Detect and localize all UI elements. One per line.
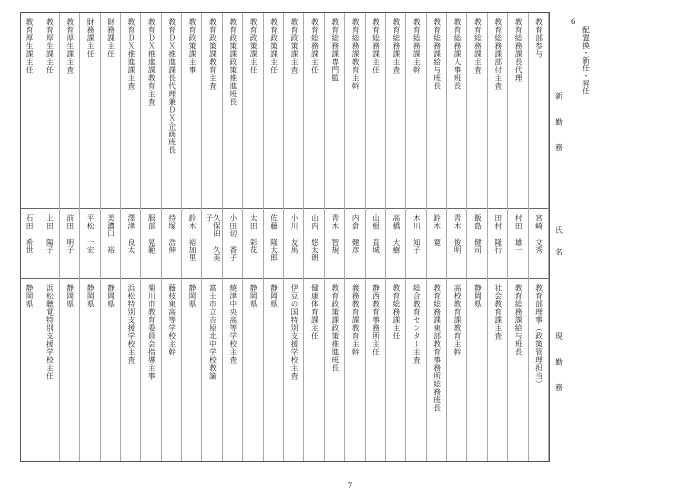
person-name-cell: [406, 214, 426, 264]
table-column: [101, 13, 121, 461]
table-column: [182, 13, 202, 461]
table-header: [550, 12, 600, 462]
new-post: 教育政策課教育主査: [208, 18, 218, 90]
table-column: [80, 13, 100, 461]
person-name-cell: [325, 214, 345, 264]
person-name: 内倉 健彦: [351, 214, 361, 254]
table-column: [447, 13, 467, 461]
person-name-cell: [488, 214, 508, 264]
new-post-cell: [182, 18, 202, 206]
table-column: [406, 13, 426, 461]
person-name-cell: [223, 214, 243, 264]
new-post: 教育総務課人事班長: [453, 18, 463, 90]
new-post-cell: [427, 18, 447, 206]
person-name: 宮崎 文秀: [534, 214, 544, 254]
new-post-cell: [121, 18, 141, 206]
new-post: 教育総務課部付主査: [493, 18, 503, 90]
new-post-cell: [19, 18, 39, 206]
current-post-cell: [488, 284, 508, 458]
new-post: 教育ＤＸ推進課教育主査: [147, 18, 157, 106]
current-post: 健康体育課主任: [310, 284, 320, 340]
table-column: [386, 13, 406, 461]
table-column: [325, 13, 345, 461]
current-post: 静岡県: [188, 284, 198, 308]
table-column: [141, 13, 161, 461]
person-name-cell: [447, 214, 467, 264]
new-post-cell: [60, 18, 80, 206]
person-name: 平松 一宏: [86, 214, 96, 254]
table-column: [19, 13, 39, 461]
person-name: 澤津 良太: [126, 214, 136, 254]
person-name-cell: [162, 214, 182, 264]
current-post-cell: [325, 284, 345, 458]
current-post: 焼津中央高等学校主査: [228, 284, 238, 364]
person-name: 山根 直城: [371, 214, 381, 254]
person-name-cell: [508, 214, 528, 264]
person-name-cell: [366, 214, 386, 264]
current-post: 静岡県: [65, 284, 75, 308]
current-post: 静岡県: [106, 284, 116, 308]
new-post: 教育総務課主幹: [412, 18, 422, 74]
person-name: 青木 智規: [330, 214, 340, 254]
table-column: [60, 13, 80, 461]
current-post: 静岡県: [86, 284, 96, 308]
person-name: 小川 友馬: [290, 214, 299, 254]
person-name-cell: [467, 214, 487, 264]
current-post-cell: [529, 284, 549, 458]
person-name-cell: [121, 214, 141, 264]
current-post-cell: [60, 284, 80, 458]
current-post: 義務教育課教育主幹: [351, 284, 361, 356]
table-column: [162, 13, 182, 461]
current-post-cell: [264, 284, 284, 458]
new-post: 教育部参与: [534, 18, 544, 58]
new-post-cell: [529, 18, 549, 206]
current-post-cell: [243, 284, 263, 458]
current-post: 浜松聴覚特別支援学校主任: [45, 284, 55, 380]
person-name-cell: [304, 214, 324, 264]
current-post: 社会教育課主査: [493, 284, 503, 340]
current-post-cell: [223, 284, 243, 458]
person-name: 上田 陽子: [45, 214, 55, 254]
table-column: [508, 13, 528, 461]
new-post-cell: [39, 18, 59, 206]
person-name-cell: [427, 214, 447, 264]
person-name: 前田 明子: [65, 214, 75, 254]
header-new-post: 新勤務: [554, 92, 564, 169]
person-name-cell: [182, 214, 202, 264]
current-post-cell: [345, 284, 365, 458]
current-post-cell: [182, 284, 202, 458]
new-post: 教育総務課教育主幹: [351, 18, 361, 90]
new-post: 財務課主任: [106, 18, 116, 58]
current-post-cell: [467, 284, 487, 458]
new-post: 教育政策課政策推進班長: [228, 18, 238, 106]
current-post: 高校教育課教育主幹: [453, 284, 463, 356]
table-column: [243, 13, 263, 461]
new-post-cell: [488, 18, 508, 206]
current-post-cell: [427, 284, 447, 458]
current-post: 藤枝東高等学校主幹: [167, 284, 177, 356]
table-column: [39, 13, 59, 461]
new-post-cell: [243, 18, 263, 206]
new-post-cell: [508, 18, 528, 206]
person-name: 石田 希世: [25, 214, 34, 254]
new-post: 教育政策課主査: [290, 18, 299, 74]
person-name: 服部 晃範: [147, 214, 157, 254]
person-name: 山内 悠太朗: [310, 214, 320, 261]
new-post: 教育ＤＸ推進課長代理兼ＤＸ企画班長: [167, 18, 177, 154]
table-column: [264, 13, 284, 461]
personnel-table: [20, 12, 550, 462]
person-name: 太田 彩花: [249, 214, 259, 254]
current-post: 教育総務課主任: [391, 284, 401, 340]
new-post: 教育総務課長代理: [514, 18, 524, 82]
current-post: 浜松特別支援学校主査: [126, 284, 136, 364]
table-column: [202, 13, 222, 461]
page-number: 7: [347, 482, 353, 490]
current-post-cell: [121, 284, 141, 458]
current-post: 静西教育事務所主任: [371, 284, 381, 356]
new-post-cell: [162, 18, 182, 206]
person-name-cell: [243, 214, 263, 264]
person-name-cell: [284, 214, 304, 264]
new-post: 教育政策課主事: [188, 18, 198, 74]
person-name: 久保田 久美子: [204, 214, 222, 261]
new-post-cell: [447, 18, 467, 206]
person-name-cell: [19, 214, 39, 264]
table-column: [345, 13, 365, 461]
current-post: 教育政策課政策推進班長: [330, 284, 340, 372]
table-column: [223, 13, 243, 461]
current-post: 教育総務課東部教育事務所総務班長: [432, 284, 442, 412]
new-post-cell: [223, 18, 243, 206]
person-name: 村田 雄一: [514, 214, 524, 254]
person-name-cell: [141, 214, 161, 264]
new-post-cell: [325, 18, 345, 206]
new-post: 教育ＤＸ推進課主査: [126, 18, 136, 90]
current-post-cell: [284, 284, 304, 458]
new-post-cell: [101, 18, 121, 206]
current-post-cell: [366, 284, 386, 458]
current-post-cell: [141, 284, 161, 458]
person-name: 小田切 香子: [228, 214, 238, 261]
new-post-cell: [406, 18, 426, 206]
person-name: 田村 隆行: [493, 214, 503, 254]
current-post-cell: [508, 284, 528, 458]
current-post: 静岡県: [25, 284, 34, 308]
new-post-cell: [467, 18, 487, 206]
section-number: 6: [571, 18, 576, 26]
person-name: 持塚 浩伸: [167, 214, 177, 254]
new-post: 教育厚生課主任: [45, 18, 55, 74]
current-post: 静岡県: [269, 284, 279, 308]
person-name-cell: [101, 214, 121, 264]
current-post-cell: [406, 284, 426, 458]
person-name-cell: [80, 214, 100, 264]
section-title: 配置換・新任・昇任: [581, 26, 591, 95]
person-name: 木川 知子: [412, 214, 422, 254]
header-name: 氏名: [554, 226, 564, 270]
current-post: 教育部理事（政策管理担当）: [534, 284, 544, 388]
table-column: [488, 13, 508, 461]
new-post: 教育総務課給与班長: [432, 18, 442, 90]
new-post: 教育政策課主任: [249, 18, 259, 74]
new-post-cell: [284, 18, 304, 206]
current-post-cell: [202, 284, 222, 458]
person-name-cell: [386, 214, 406, 264]
new-post-cell: [141, 18, 161, 206]
current-post: 富士市立吉原北中学校教諭: [208, 284, 218, 380]
person-name-cell: [529, 214, 549, 264]
new-post-cell: [366, 18, 386, 206]
new-post: 教育総務課専門監: [330, 18, 340, 82]
current-post: 伊豆の国特別支援学校主査: [290, 284, 299, 380]
current-post: 菊川市教育委員会指導主事: [147, 284, 157, 380]
table-column: [304, 13, 324, 461]
person-name-cell: [345, 214, 365, 264]
current-post-cell: [39, 284, 59, 458]
person-name: 佐藤 隆太郎: [269, 214, 279, 261]
table-column: [121, 13, 141, 461]
new-post-cell: [304, 18, 324, 206]
new-post-cell: [345, 18, 365, 206]
person-name-cell: [264, 214, 284, 264]
current-post-cell: [386, 284, 406, 458]
current-post: 教育総務課給与班長: [514, 284, 524, 356]
table-column: [529, 13, 549, 461]
current-post-cell: [80, 284, 100, 458]
new-post-cell: [386, 18, 406, 206]
current-post-cell: [162, 284, 182, 458]
current-post-cell: [447, 284, 467, 458]
new-post: 教育政策課主任: [269, 18, 279, 74]
new-post: 教育総務課主任: [310, 18, 320, 74]
current-post: 静岡県: [473, 284, 483, 308]
current-post-cell: [19, 284, 39, 458]
person-name: 高橋 大樹: [391, 214, 401, 254]
person-name-cell: [60, 214, 80, 264]
new-post: 教育厚生課主査: [65, 18, 75, 74]
table-column: [427, 13, 447, 461]
current-post: 静岡県: [249, 284, 259, 308]
person-name-cell: [202, 214, 222, 264]
new-post: 教育総務課主任: [371, 18, 381, 74]
current-post: 総合教育センター主査: [412, 284, 422, 364]
person-name: 鈴木 裕加里: [188, 214, 198, 261]
new-post-cell: [264, 18, 284, 206]
table-column: [467, 13, 487, 461]
table-column: [284, 13, 304, 461]
person-name: 青木 俊明: [453, 214, 463, 254]
new-post-cell: [80, 18, 100, 206]
new-post-cell: [202, 18, 222, 206]
person-name-cell: [39, 214, 59, 264]
current-post-cell: [304, 284, 324, 458]
new-post: 教育厚生課主任: [25, 18, 34, 74]
new-post: 教育総務課主査: [391, 18, 401, 74]
current-post-cell: [101, 284, 121, 458]
person-name: 美濃口 裕: [106, 214, 116, 254]
header-current-post: 現勤務: [554, 332, 564, 409]
table-column: [366, 13, 386, 461]
new-post: 財務課主任: [86, 18, 96, 58]
person-name: 鈴木 寛: [432, 214, 442, 246]
new-post: 教育総務課主査: [473, 18, 483, 74]
person-name: 飯島 健司: [473, 214, 483, 254]
